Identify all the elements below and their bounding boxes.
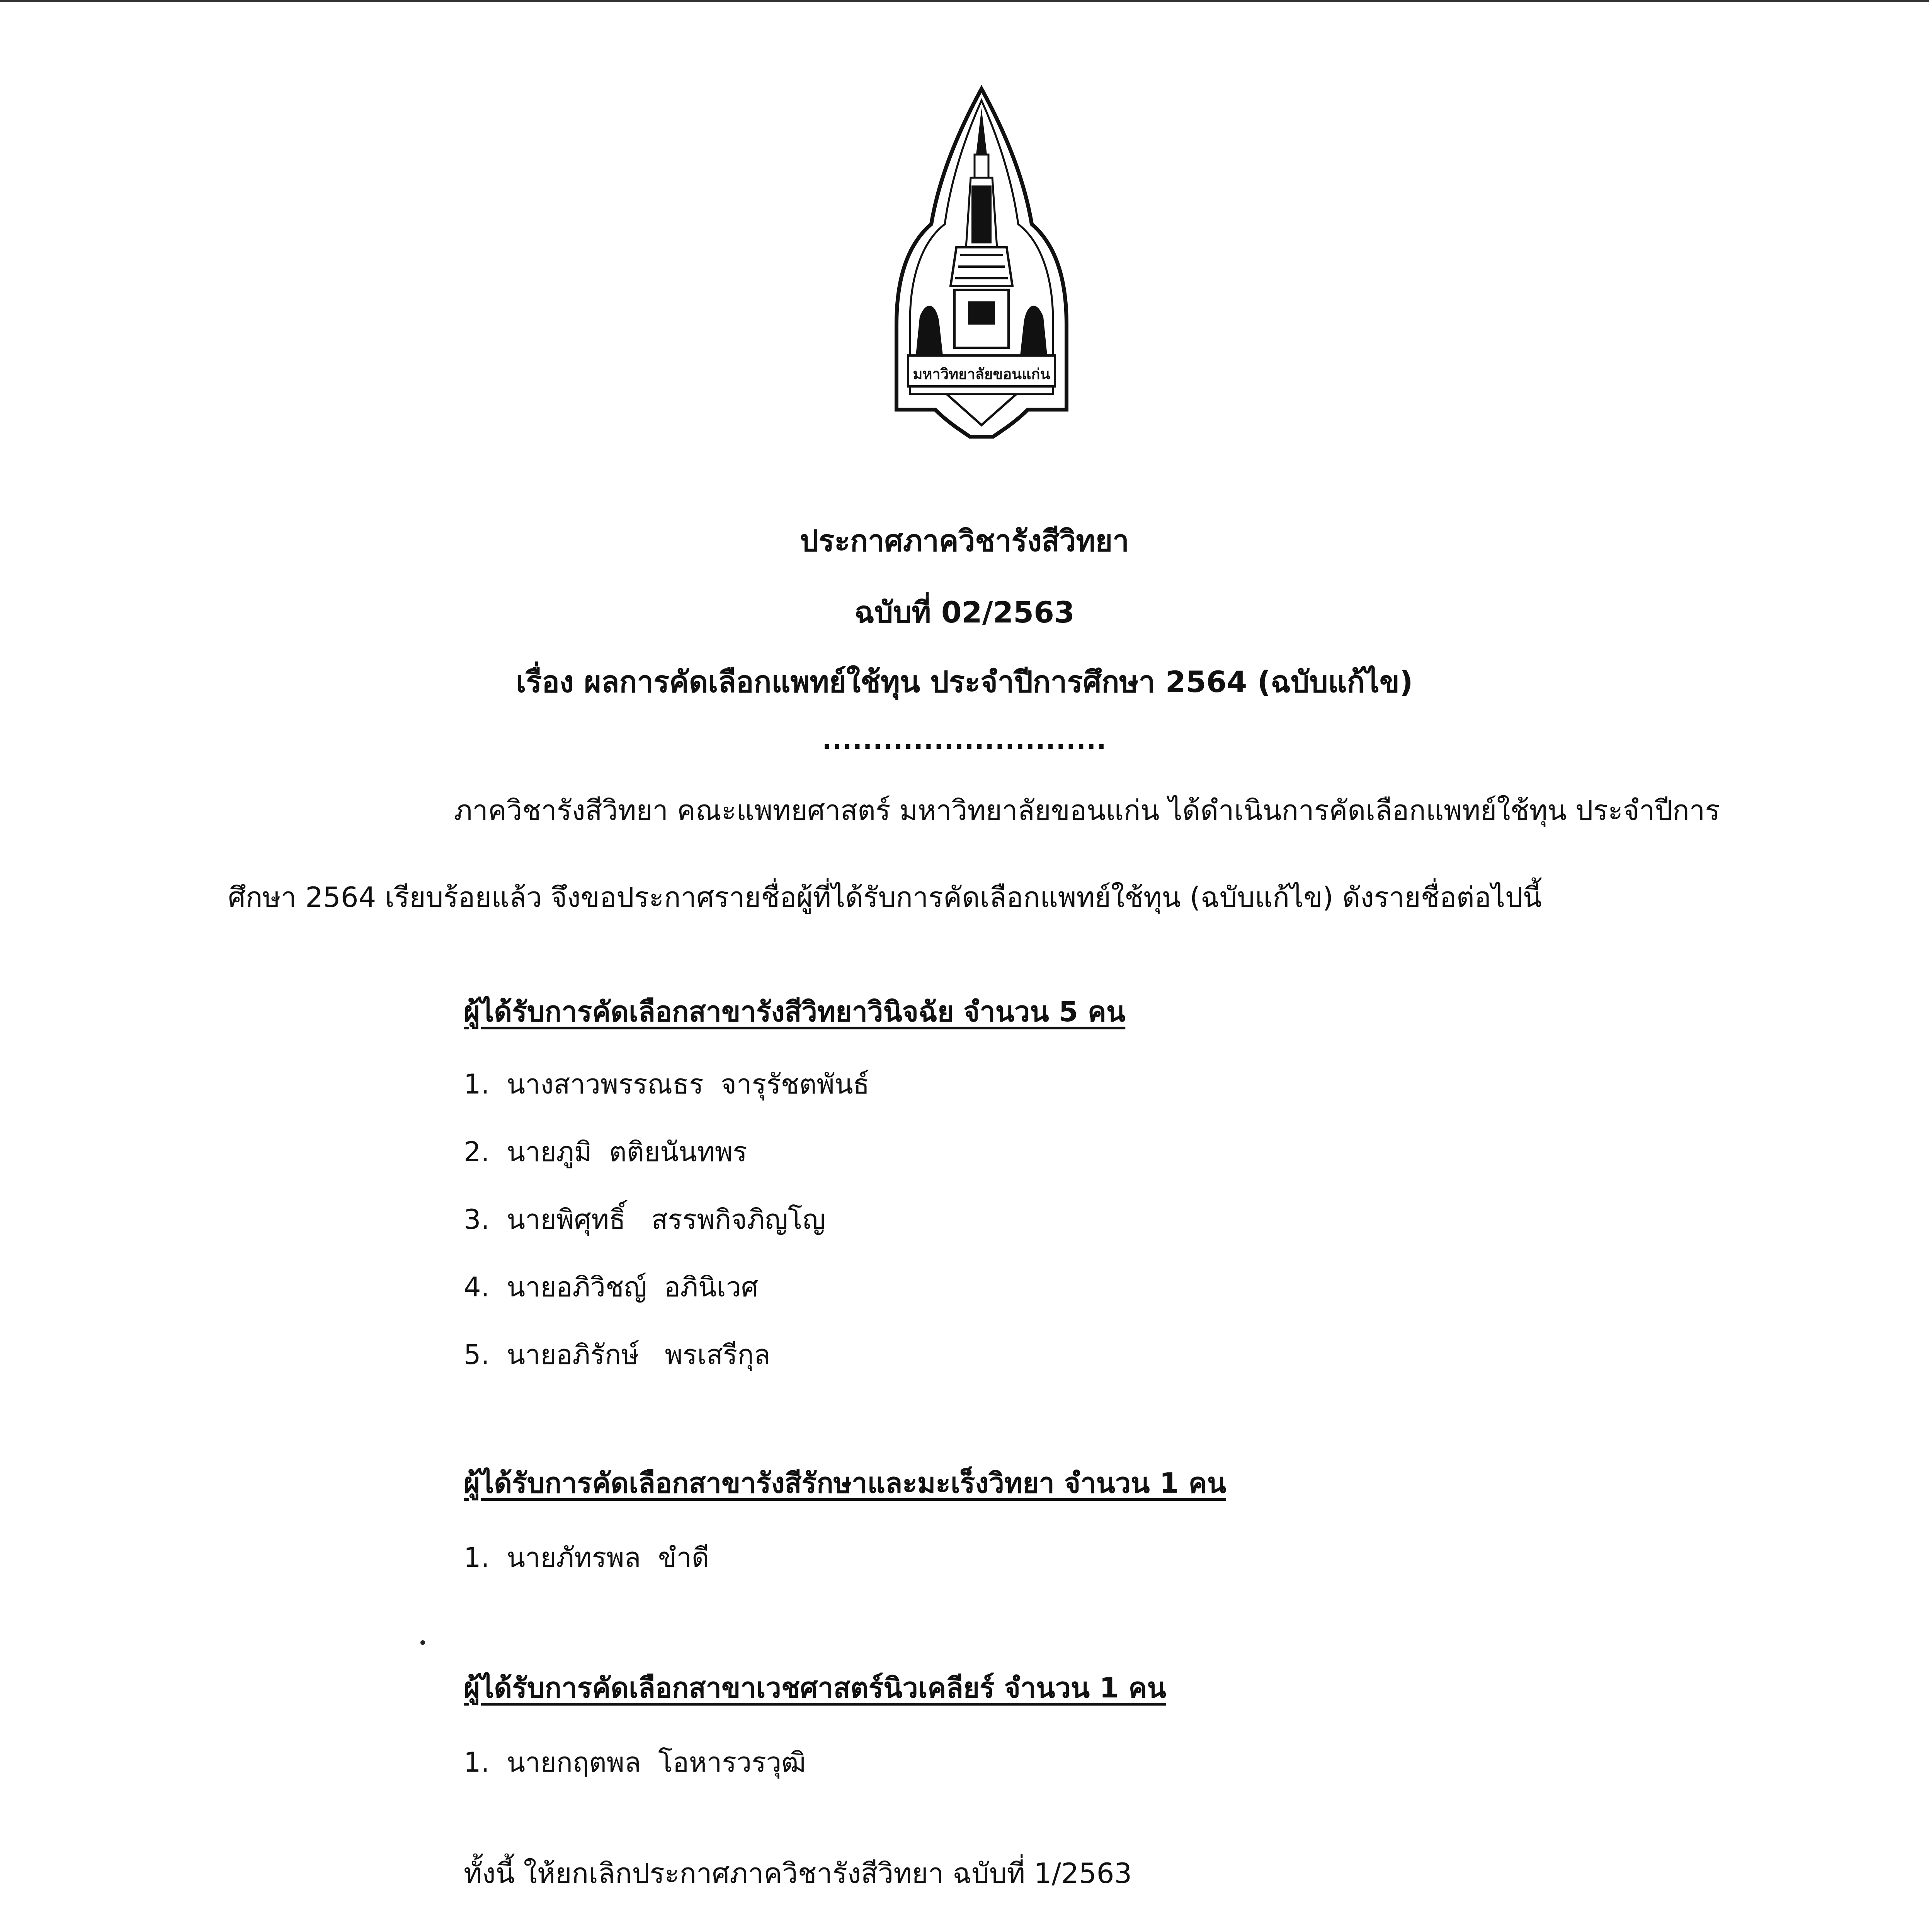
stray-mark — [420, 1640, 425, 1645]
cancel-note: ทั้งนี้ ให้ยกเลิกประกาศภาควิชารังสีวิทยา ฉบับที่ 1/2563 — [464, 1857, 1132, 1889]
announcement-number: ฉบับที่ 02/2563 — [854, 595, 1075, 629]
announcement-subject: เรื่อง ผลการคัดเลือกแพทย์ใช้ทุน ประจำปีการศึกษา 2564 (ฉบับแก้ไข) — [516, 665, 1413, 699]
dotted-separator: ............................ — [822, 726, 1107, 755]
list-item: 4. นายอภิวิชญ์ อภินิเวศ — [464, 1271, 759, 1303]
top-border-line — [0, 0, 1929, 2]
list-item: 5. นายอภิรักษ์ พรเสรีกุล — [464, 1339, 771, 1371]
section-heading-nuclear-medicine: ผู้ได้รับการคัดเลือกสาขาเวชศาสตร์นิวเคลียร์ จำนวน 1 คน — [464, 1672, 1166, 1704]
list-item: 3. นายพิศุทธิ์ สรรพกิจภิญโญ — [464, 1204, 826, 1235]
list-item: 1. นางสาวพรรณธร จารุรัชตพันธ์ — [464, 1068, 870, 1100]
emblem-label: มหาวิทยาลัยขอนแก่น — [913, 366, 1050, 383]
intro-paragraph: ภาควิชารังสีวิทยา คณะแพทยศาสตร์ มหาวิทยาลัยขอนแก่น ได้ดำเนินการคัดเลือกแพทย์ใช้ทุน ประจำปีการศึกษา 2564 เรียบร้อยแล้ว จึงขอประกาศรายชื่อผู้ที่ได้รับการคัดเลือกแพทย์ใช้ทุน (ฉบับแก้ไข) ดังรายชื่อต่อไปนี้ — [228, 794, 1720, 913]
section-heading-diagnostic: ผู้ได้รับการคัดเลือกสาขารังสีวิทยาวินิจฉัย จำนวน 5 คน — [464, 995, 1126, 1028]
university-emblem-logo — [889, 85, 1074, 440]
section-heading-radiotherapy: ผู้ได้รับการคัดเลือกสาขารังสีรักษาและมะเร็งวิทยา จำนวน 1 คน — [464, 1467, 1226, 1499]
list-item: 1. นายกฤตพล โอหารวรวุฒิ — [464, 1747, 806, 1778]
announcement-title: ประกาศภาควิชารังสีวิทยา — [800, 524, 1129, 558]
list-item: 1. นายภัทรพล ขำดี — [464, 1542, 709, 1573]
list-item: 2. นายภูมิ ตติยนันทพร — [464, 1136, 747, 1168]
